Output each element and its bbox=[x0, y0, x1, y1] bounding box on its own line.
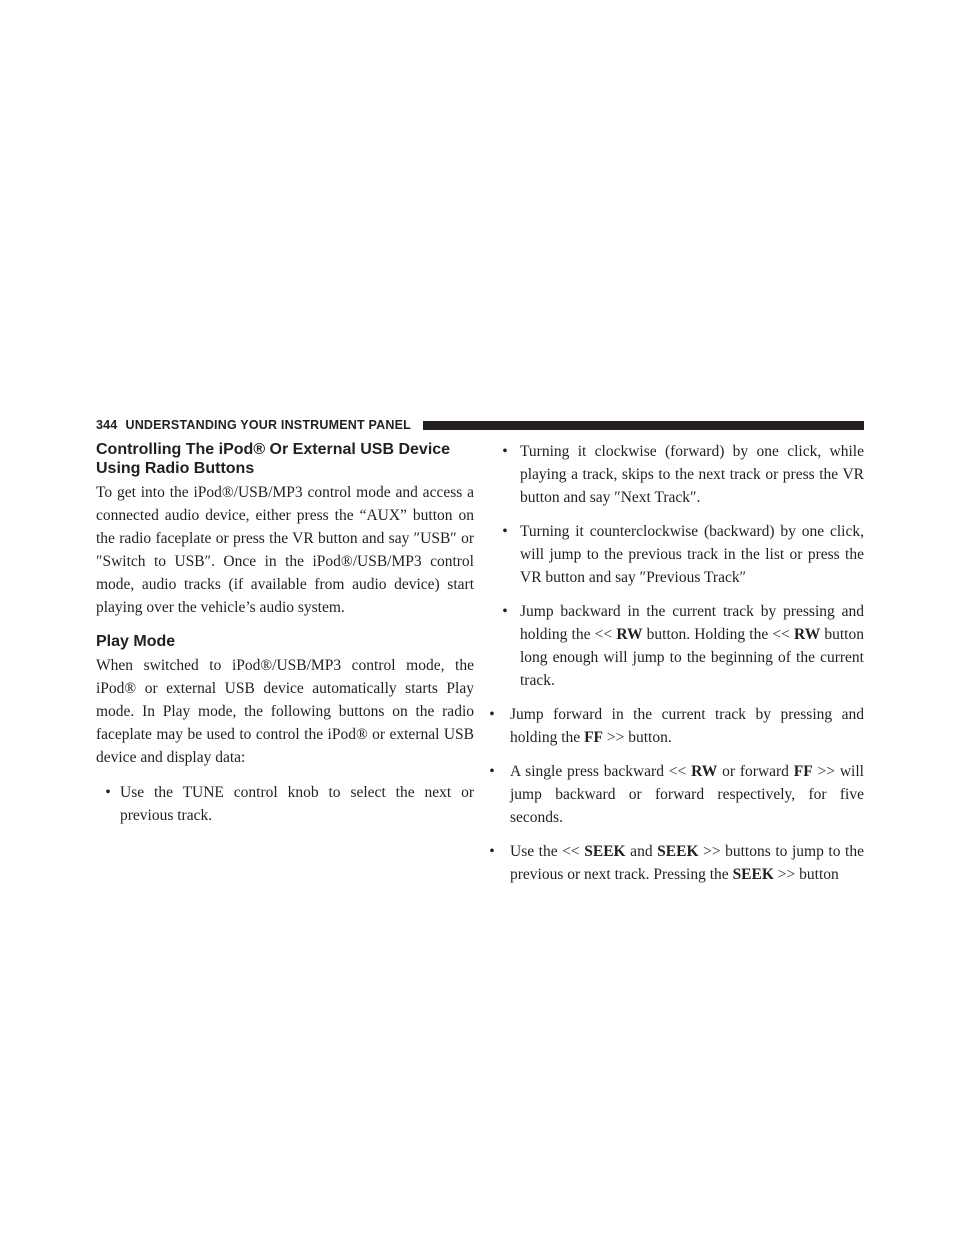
bullet-icon: • bbox=[502, 603, 508, 620]
list-item: • Use the << SEEK and SEEK >> buttons to jump to the previous or next track. Pressing the SEEK >> button bbox=[486, 840, 864, 886]
list-item: • Jump forward in the current track by pressing and holding the FF >> button. bbox=[486, 703, 864, 749]
list-item: • Turning it clockwise (forward) by one click, while playing a track, skips to the next track or press the VR button and say ″Next Track″. bbox=[486, 440, 864, 509]
section-title: UNDERSTANDING YOUR INSTRUMENT PANEL bbox=[125, 418, 411, 432]
header-rule bbox=[423, 421, 864, 430]
page-header bbox=[96, 418, 864, 432]
bullet-icon: • bbox=[489, 706, 495, 723]
paragraph-play-mode: When switched to iPod®/USB/MP3 control mode, the iPod® or external USB device automatically starts Play mode. In Play mode, the following buttons on the radio faceplate may be used to control the iPod® or external USB device and display data: bbox=[96, 657, 474, 766]
heading-controlling-ipod: Controlling The iPod® Or External USB Device Using Radio Buttons bbox=[96, 441, 451, 477]
bullet-icon: • bbox=[489, 763, 495, 780]
bullet-icon: • bbox=[502, 523, 508, 540]
list-item: • Use the TUNE control knob to select the next or previous track. bbox=[96, 781, 474, 827]
bullet-icon: • bbox=[489, 843, 495, 860]
bullet-icon: • bbox=[105, 784, 111, 801]
bullet-icon: • bbox=[502, 443, 508, 460]
left-column bbox=[96, 440, 474, 827]
heading-play-mode: Play Mode bbox=[96, 633, 176, 650]
list-item: • Jump backward in the current track by pressing and holding the << RW button. Holding the << RW button long enough will jump to the beginning of the current track. bbox=[486, 600, 864, 692]
list-item: • Turning it counterclockwise (backward) by one click, will jump to the previous track in the list or press the VR button and say ″Previous Track″ bbox=[486, 520, 864, 589]
list-item: • A single press backward << RW or forward FF >> will jump backward or forward respectively, for five seconds. bbox=[486, 760, 864, 829]
paragraph-aux-mode: To get into the iPod®/USB/MP3 control mode and access a connected audio device, either press the “AUX” button on the radio faceplate or press the VR button and say ″USB″ or ″Switch to USB″. Once in the iPod®/USB/MP3 control mode, audio tracks (if available from audio device) start playing over the vehicle’s audio system. bbox=[96, 484, 474, 616]
right-column bbox=[486, 440, 864, 886]
page-number: 344 bbox=[96, 418, 118, 432]
